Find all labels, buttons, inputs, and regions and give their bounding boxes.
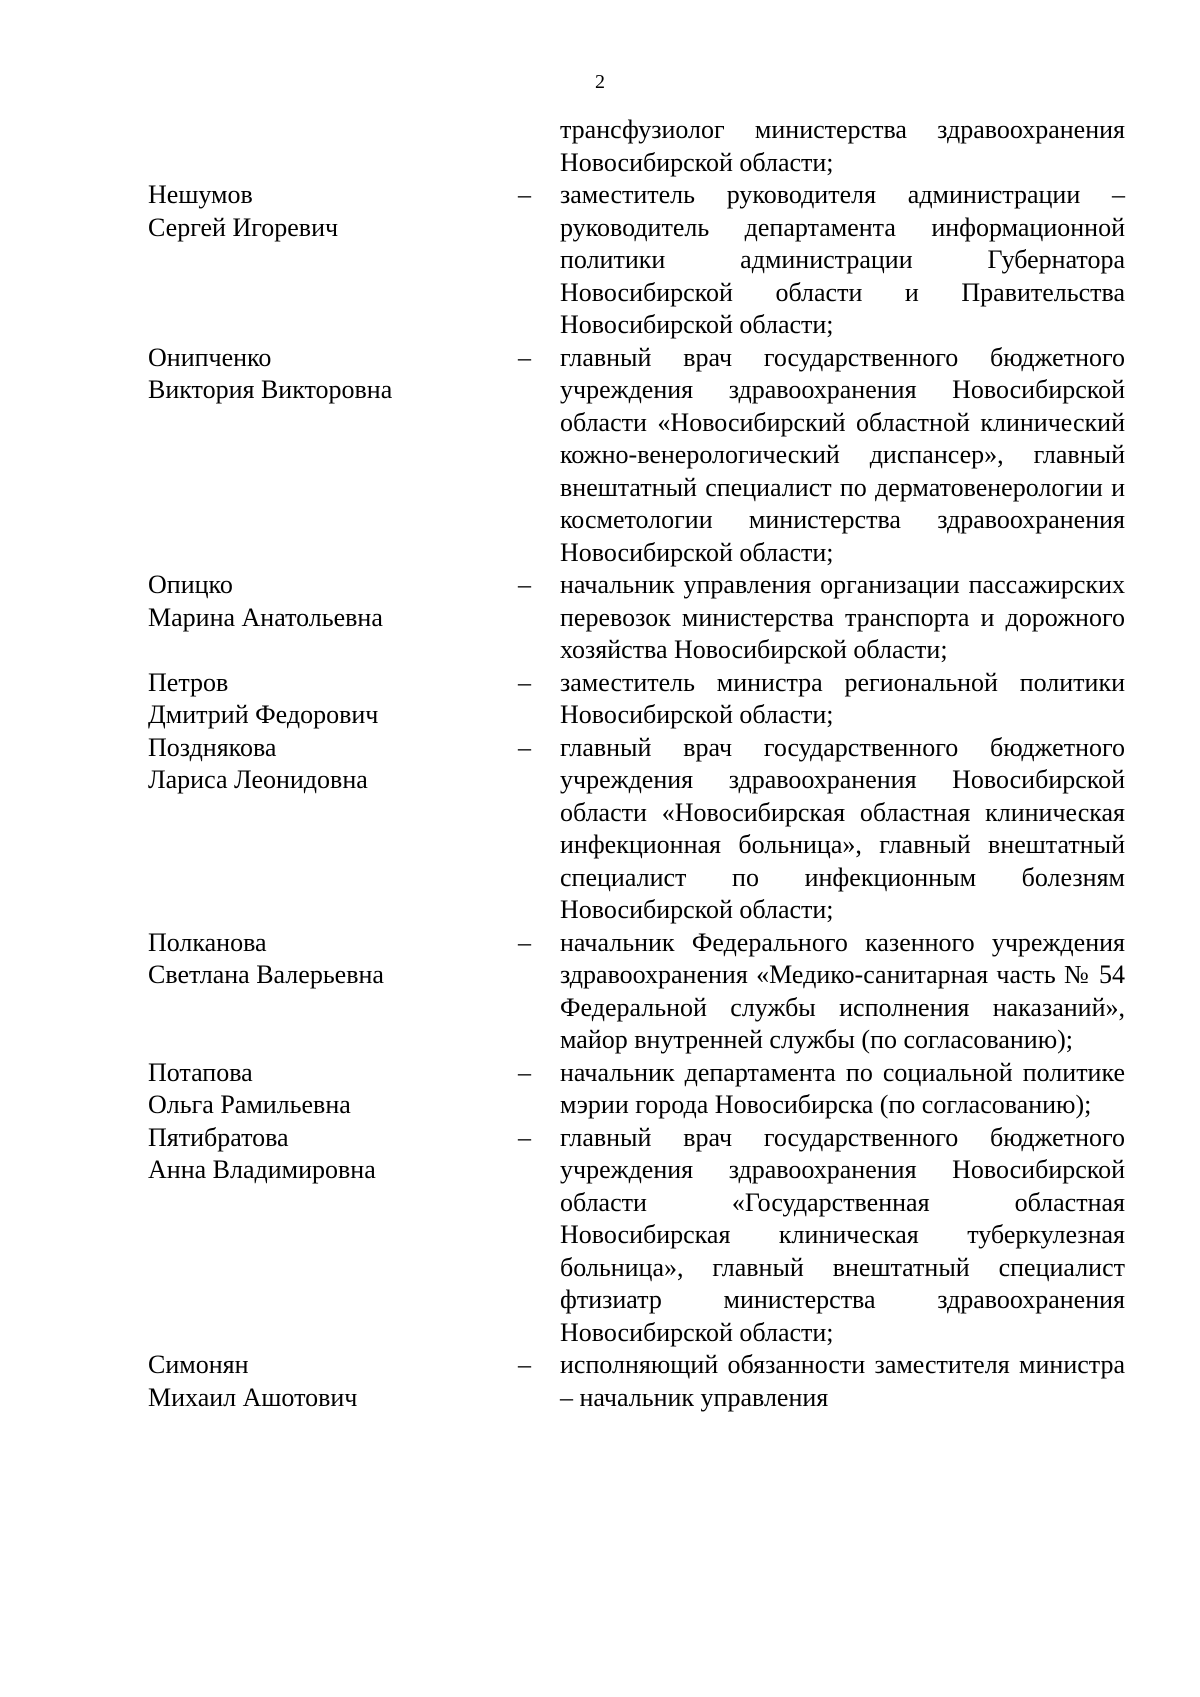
member-entry [148, 927, 1138, 1057]
member-entry [148, 667, 1138, 732]
member-given-names: Светлана Валерьевна [148, 960, 384, 989]
member-surname: Симонян [148, 1350, 249, 1379]
member-surname: Нешумов [148, 180, 253, 209]
separator-dash: – [518, 667, 531, 697]
member-position: заместитель руководителя администрации – руководитель департамента информационной политики администрации Губернатора Новосибирской области и Правительства Новосибирской области; [560, 180, 1125, 339]
member-position: заместитель министра региональной политики Новосибирской области; [560, 667, 1125, 729]
member-position: главный врач государственного бюджетного учреждения здравоохранения Новосибирской области «Государственная областная Новосибирская клиническая туберкулезная больница», главный внештатный специалист фтизиатр министерства здравоохранения Новосибирской области; [560, 1122, 1125, 1347]
member-given-names: Михаил Ашотович [148, 1382, 358, 1412]
member-name [148, 1057, 518, 1122]
member-position: начальник Федерального казенного учреждения здравоохранения «Медико-санитарная часть № 54 Федеральной службы исполнения наказаний», майор внутренней службы (по согласованию); [560, 927, 1125, 1054]
member-name [148, 732, 518, 927]
member-surname: Опицко [148, 570, 233, 599]
member-name [148, 1122, 518, 1350]
member-surname: Пятибратова [148, 1122, 289, 1152]
member-name [148, 342, 518, 570]
member-position: главный врач государственного бюджетного учреждения здравоохранения Новосибирской области «Новосибирский областной клинический кожно-венерологический диспансер», главный внештатный специалист по дерматовенерологии и косметологии министерства здравоохранения Новосибирской области; [560, 342, 1125, 567]
page-number: 2 [595, 71, 605, 93]
member-surname: Полканова [148, 927, 267, 957]
member-surname: Петров [148, 667, 229, 697]
member-entry [148, 342, 1138, 570]
separator-dash: – [518, 1350, 531, 1379]
member-entry [148, 569, 1138, 667]
member-surname: Онипченко [148, 342, 272, 372]
members-list [148, 114, 1138, 1414]
member-entry [148, 179, 1138, 342]
member-position: главный врач государственного бюджетного учреждения здравоохранения Новосибирской области «Новосибирская областная клиническая инфекционная больница», главный внештатный специалист по инфекционным болезням Новосибирской области; [560, 732, 1125, 924]
member-name [148, 667, 518, 732]
separator-dash: – [518, 342, 531, 372]
member-given-names: Дмитрий Федорович [148, 700, 379, 729]
separator-dash: – [518, 927, 531, 957]
member-given-names: Виктория Викторовна [148, 375, 393, 404]
member-position: начальник департамента по социальной политике мэрии города Новосибирска (по согласованию); [560, 1057, 1125, 1119]
member-entry [148, 1349, 1138, 1414]
separator-dash [518, 114, 560, 179]
member-position: трансфузиолог министерства здравоохранения Новосибирской области; [560, 115, 1125, 177]
member-surname: Позднякова [148, 732, 277, 762]
member-given-names: Лариса Леонидовна [148, 765, 368, 794]
member-given-names: Марина Анатольевна [148, 602, 383, 632]
member-name [148, 1349, 518, 1414]
member-position: исполняющий обязанности заместителя министра – начальник управления [560, 1350, 1125, 1412]
member-entry [148, 114, 1138, 179]
member-entry [148, 1122, 1138, 1350]
member-entry [148, 732, 1138, 927]
separator-dash: – [518, 180, 531, 209]
member-position: начальник управления организации пассажирских перевозок министерства транспорта и дорожного хозяйства Новосибирской области; [560, 570, 1125, 664]
member-surname: Потапова [148, 1057, 253, 1087]
separator-dash: – [518, 570, 531, 599]
separator-dash: – [518, 732, 531, 762]
member-name [148, 927, 518, 1057]
member-given-names: Сергей Игоревич [148, 212, 339, 242]
member-entry [148, 1057, 1138, 1122]
member-given-names: Ольга Рамильевна [148, 1090, 351, 1119]
member-given-names: Анна Владимировна [148, 1155, 376, 1184]
member-name [148, 179, 518, 342]
member-name [148, 114, 518, 179]
separator-dash: – [518, 1122, 531, 1152]
separator-dash: – [518, 1057, 531, 1087]
member-name [148, 569, 518, 667]
